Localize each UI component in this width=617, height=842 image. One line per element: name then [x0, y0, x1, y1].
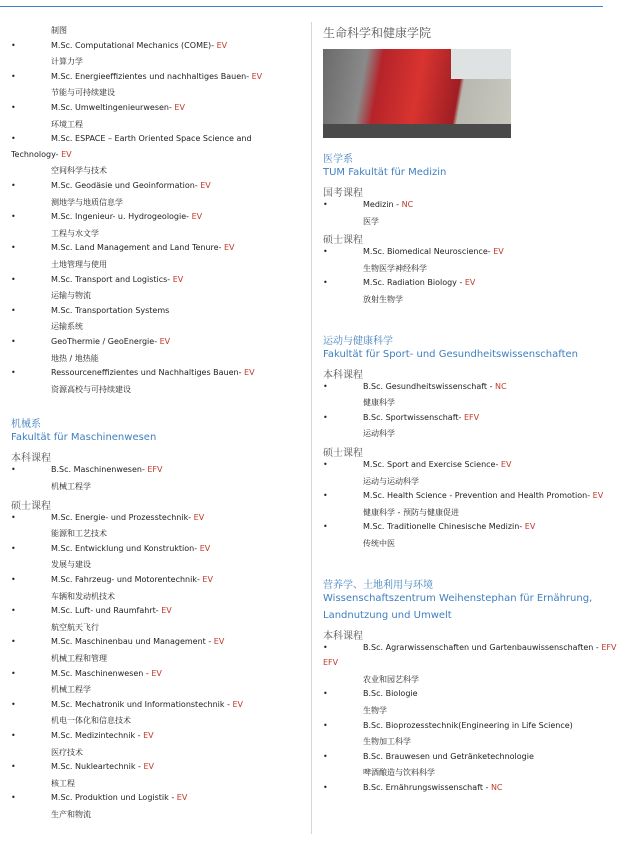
bullet-marker: •: [11, 305, 16, 315]
bullet-marker: •: [11, 668, 16, 678]
program-name-zh: 制图: [51, 26, 67, 35]
bullet-marker: •: [323, 689, 328, 699]
department-name-zh: 医学系: [323, 154, 353, 165]
program-title: M.Sc. ESPACE – Earth Oriented Space Science and: [51, 134, 252, 144]
bullet-marker: •: [323, 247, 328, 257]
bullet-marker: •: [11, 575, 16, 584]
program-title: M.Sc. Umweltingenieurwesen-: [51, 103, 175, 112]
admission-tag: EV: [151, 668, 162, 678]
admission-tag: EV: [464, 278, 476, 288]
program-name: [51, 212, 202, 221]
department-name-de-continued: Landnutzung und Umwelt: [323, 609, 452, 621]
admission-tag: EV: [176, 793, 188, 803]
program-name-zh: 啤酒酿造与饮料科学: [363, 768, 435, 778]
program-name: [363, 460, 511, 469]
bullet-marker: •: [323, 751, 328, 761]
admission-tag: EV: [161, 606, 172, 616]
program-name-zh: 生物学: [363, 706, 387, 715]
program-title-continued: Technology-: [11, 149, 62, 159]
faculty-title: 生命科学和健康学院: [323, 26, 432, 40]
program-name-zh: 车辆和发动机技术: [51, 591, 115, 601]
program-name: [51, 637, 224, 646]
department-name-zh: 机械系: [11, 419, 41, 431]
campus-building-photo: [323, 49, 511, 138]
program-name: [51, 243, 235, 252]
admission-tag: EV: [592, 491, 604, 501]
program-title: GeoThermie / GeoEnergie-: [51, 337, 160, 346]
degree-level-label: 国考课程: [323, 188, 363, 199]
admission-tag: NC: [490, 783, 503, 792]
program-name: [51, 762, 154, 771]
program-title: M.Sc. Computational Mechanics (COME)-: [51, 40, 217, 50]
admission-tag: EV: [143, 762, 154, 772]
program-name-zh: 健康科学 - 预防与健康促进: [363, 507, 459, 517]
bullet-marker: •: [323, 642, 328, 652]
bullet-marker: •: [11, 243, 16, 253]
program-title: M.Sc. Transportation Systems: [51, 305, 170, 315]
bullet-marker: •: [11, 274, 16, 284]
degree-level-label: 本科课程: [323, 630, 363, 642]
department-name-de: Fakultät für Sport- und Gesundheitswissenschaften: [323, 348, 579, 360]
admission-tag: EV: [143, 731, 154, 740]
program-name-zh: 生物加工科学: [363, 737, 411, 747]
bullet-marker: •: [323, 381, 328, 391]
admission-tag: EV: [244, 368, 255, 378]
program-name-zh: 环境工程: [51, 119, 83, 129]
program-name: [363, 491, 603, 500]
admission-tag: EV: [213, 637, 225, 647]
program-name: [51, 793, 187, 802]
program-name-zh: 运动科学: [363, 429, 395, 439]
program-title: M.Sc. Nukleartechnik -: [51, 762, 144, 772]
program-name-zh: 土地管理与使用: [51, 260, 107, 269]
program-name-continued: [323, 658, 338, 667]
program-name: [51, 181, 211, 190]
program-title: Medizin -: [363, 200, 402, 209]
bullet-marker: •: [11, 212, 16, 222]
program-name: [51, 465, 163, 474]
bullet-marker: •: [323, 278, 328, 288]
bullet-marker: •: [323, 412, 328, 422]
bullet-marker: •: [11, 40, 16, 50]
bullet-marker: •: [323, 491, 328, 501]
admission-tag: EV: [216, 40, 228, 50]
program-title: M.Sc. Mechatronik und Informationstechnik -: [51, 699, 233, 709]
program-name-zh: 计算力学: [51, 57, 83, 67]
program-title: B.Sc. Gesundheitswissenschaft -: [363, 381, 496, 391]
bullet-marker: •: [11, 368, 16, 378]
program-name: [363, 721, 573, 730]
program-name-zh: 测地学与地质信息学: [51, 197, 123, 207]
admission-tag: NC: [495, 381, 507, 391]
bullet-marker: •: [11, 103, 16, 112]
program-name: [363, 689, 418, 698]
program-title: B.Sc. Maschinenwesen-: [51, 465, 148, 475]
degree-level-label: 硕士课程: [323, 235, 363, 247]
program-name: [51, 368, 255, 377]
bullet-marker: •: [11, 793, 16, 803]
program-title: B.Sc. Ernährungswissenschaft -: [363, 783, 491, 792]
degree-level-label: 本科课程: [323, 369, 363, 381]
column-divider: [311, 22, 312, 834]
program-title: M.Sc. Fahrzeug- und Motorentechnik-: [51, 575, 203, 584]
department-name-zh: 营养学、土地利用与环境: [323, 579, 433, 591]
program-title: M.Sc. Energieeffizientes und nachhaltiges Bauen-: [51, 71, 252, 81]
top-rule: [0, 6, 603, 7]
program-name-zh: 传统中医: [363, 539, 395, 548]
program-name-zh: 运输系统: [51, 322, 83, 332]
admission-tag: EV: [199, 543, 211, 553]
program-title: M.Sc. Biomedical Neuroscience-: [363, 247, 494, 257]
program-title: M.Sc. Produktion und Logistik -: [51, 793, 177, 803]
program-name-zh: 机械工程学: [51, 482, 91, 491]
bullet-marker: •: [11, 731, 16, 740]
bullet-marker: •: [11, 181, 16, 190]
program-name: [363, 413, 479, 422]
bullet-marker: •: [11, 71, 16, 81]
program-name-zh: 医学: [363, 216, 379, 226]
program-name-zh: 运输与物流: [51, 291, 91, 301]
program-name: [363, 522, 535, 531]
program-name: [363, 752, 534, 761]
program-name: [363, 200, 413, 209]
program-name: [51, 544, 210, 553]
program-name: [51, 513, 204, 522]
program-title: B.Sc. Bioprozesstechnik(Engineering in Life Science): [363, 720, 573, 730]
program-title: B.Sc. Agrarwissenschaften und Gartenbauwissenschaften -: [363, 642, 602, 652]
program-name: [51, 337, 170, 346]
program-title: M.Sc. Transport and Logistics-: [51, 274, 173, 284]
photo-ground: [323, 124, 511, 138]
program-name-zh: 农业和园艺科学: [363, 674, 419, 684]
program-name: [363, 643, 617, 652]
department-name-de: Fakultät für Maschinenwesen: [11, 432, 157, 444]
degree-level-label: 本科课程: [11, 453, 51, 465]
admission-tag: EV: [493, 247, 504, 257]
bullet-marker: •: [11, 465, 16, 475]
bullet-marker: •: [11, 134, 16, 144]
department-name-zh: 运动与健康科学: [323, 335, 393, 347]
admission-tag: NC: [401, 200, 414, 209]
program-title: M.Sc. Maschinenbau und Management -: [51, 637, 214, 647]
program-title: M.Sc. Traditionelle Chinesische Medizin-: [363, 522, 525, 532]
program-name-zh: 能源和工艺技术: [51, 529, 107, 539]
program-name: [363, 278, 475, 287]
program-name: [51, 103, 185, 112]
photo-sky: [451, 49, 511, 79]
admission-tag: EV: [191, 212, 203, 222]
program-name: [51, 606, 172, 615]
admission-tag: EV: [202, 575, 213, 584]
program-name-zh: 资源高校与可持续建设: [51, 384, 131, 394]
program-name: [51, 669, 162, 678]
degree-level-label: 硕士课程: [323, 448, 363, 459]
bullet-marker: •: [11, 543, 16, 553]
admission-tag: EV: [251, 71, 263, 81]
program-title: M.Sc. Ingenieur- u. Hydrogeologie-: [51, 212, 192, 222]
program-name-zh: 医疗技术: [51, 747, 83, 757]
program-name-zh: 机械工程和管理: [51, 654, 107, 663]
program-name: [51, 41, 227, 50]
admission-tag: EV: [193, 512, 205, 522]
admission-tag: EV: [172, 274, 184, 284]
program-name-zh: 放射生物学: [363, 295, 403, 304]
department-name-de: Wissenschaftszentrum Weihenstephan für Ernährung,: [323, 592, 593, 604]
program-name-zh: 发展与建设: [51, 560, 91, 570]
bullet-marker: •: [11, 512, 16, 522]
admission-tag: EV: [174, 103, 185, 112]
department-name-de: TUM Fakultät für Medizin: [323, 167, 447, 178]
admission-tag: EV: [232, 699, 244, 709]
admission-tag: EFV: [463, 412, 480, 422]
bullet-marker: •: [11, 699, 16, 709]
bullet-marker: •: [11, 606, 16, 616]
bullet-marker: •: [323, 720, 328, 730]
program-name-zh: 工程与水文学: [51, 228, 99, 238]
bullet-marker: •: [11, 762, 16, 772]
program-name-zh: 机械工程学: [51, 685, 91, 695]
program-name-zh: 健康科学: [363, 398, 395, 408]
program-title: B.Sc. Sportwissenschaft-: [363, 412, 464, 422]
program-title: M.Sc. Luft- und Raumfahrt-: [51, 606, 162, 616]
program-name: [363, 783, 503, 792]
admission-tag: EV: [159, 337, 171, 346]
admission-tag: EFV: [323, 658, 339, 668]
admission-tag: EV: [224, 243, 235, 253]
program-name-zh: 航空航天飞行: [51, 622, 99, 632]
program-name: [51, 275, 183, 284]
degree-level-label: 硕士课程: [11, 500, 51, 512]
program-title: M.Sc. Medizintechnik -: [51, 731, 144, 740]
bullet-marker: •: [11, 637, 16, 647]
admission-tag: EV: [500, 460, 512, 469]
admission-tag: EV: [61, 149, 72, 159]
program-name-zh: 节能与可持续建设: [51, 88, 115, 98]
bullet-marker: •: [11, 337, 16, 346]
admission-tag: EFV: [601, 642, 617, 652]
program-name-zh: 运动与运动科学: [363, 476, 419, 486]
program-name-zh: 生物医学神经科学: [363, 263, 427, 273]
program-title: Ressourceneffizientes und Nachhaltiges Bauen-: [51, 368, 245, 378]
program-title: M.Sc. Energie- und Prozesstechnik-: [51, 512, 194, 522]
bullet-marker: •: [323, 783, 328, 792]
program-name: [51, 700, 243, 709]
program-name-zh: 空间科学与技术: [51, 166, 107, 176]
admission-tag: EV: [200, 181, 211, 190]
program-name: [51, 575, 213, 584]
program-name-continued: [11, 150, 72, 159]
bullet-marker: •: [323, 200, 328, 209]
program-name: [51, 731, 154, 740]
program-title: M.Sc. Maschinenwesen -: [51, 668, 152, 678]
bullet-marker: •: [323, 522, 328, 532]
program-title: M.Sc. Radiation Biology -: [363, 278, 465, 288]
program-title: M.Sc. Sport and Exercise Science-: [363, 460, 501, 469]
admission-tag: EFV: [147, 465, 163, 475]
program-title: M.Sc. Land Management and Land Tenure-: [51, 243, 224, 253]
program-title: M.Sc. Geodäsie und Geoinformation-: [51, 181, 201, 190]
program-name-zh: 地热 / 地热能: [51, 353, 99, 363]
program-title: B.Sc. Biologie: [363, 689, 418, 699]
program-name: [51, 72, 262, 81]
program-name: [51, 134, 252, 143]
bullet-marker: •: [323, 460, 328, 469]
program-name: [51, 306, 169, 315]
program-title: B.Sc. Brauwesen und Getränketechnologie: [363, 751, 534, 761]
program-name: [363, 382, 507, 391]
program-title: M.Sc. Entwicklung und Konstruktion-: [51, 543, 200, 553]
program-name-zh: 生产和物流: [51, 810, 91, 819]
program-title: M.Sc. Health Science - Prevention and Health Promotion-: [363, 491, 593, 501]
admission-tag: EV: [524, 522, 536, 532]
program-name: [363, 247, 504, 256]
program-name-zh: 核工程: [51, 778, 75, 788]
program-name-zh: 机电一体化和信息技术: [51, 716, 131, 726]
